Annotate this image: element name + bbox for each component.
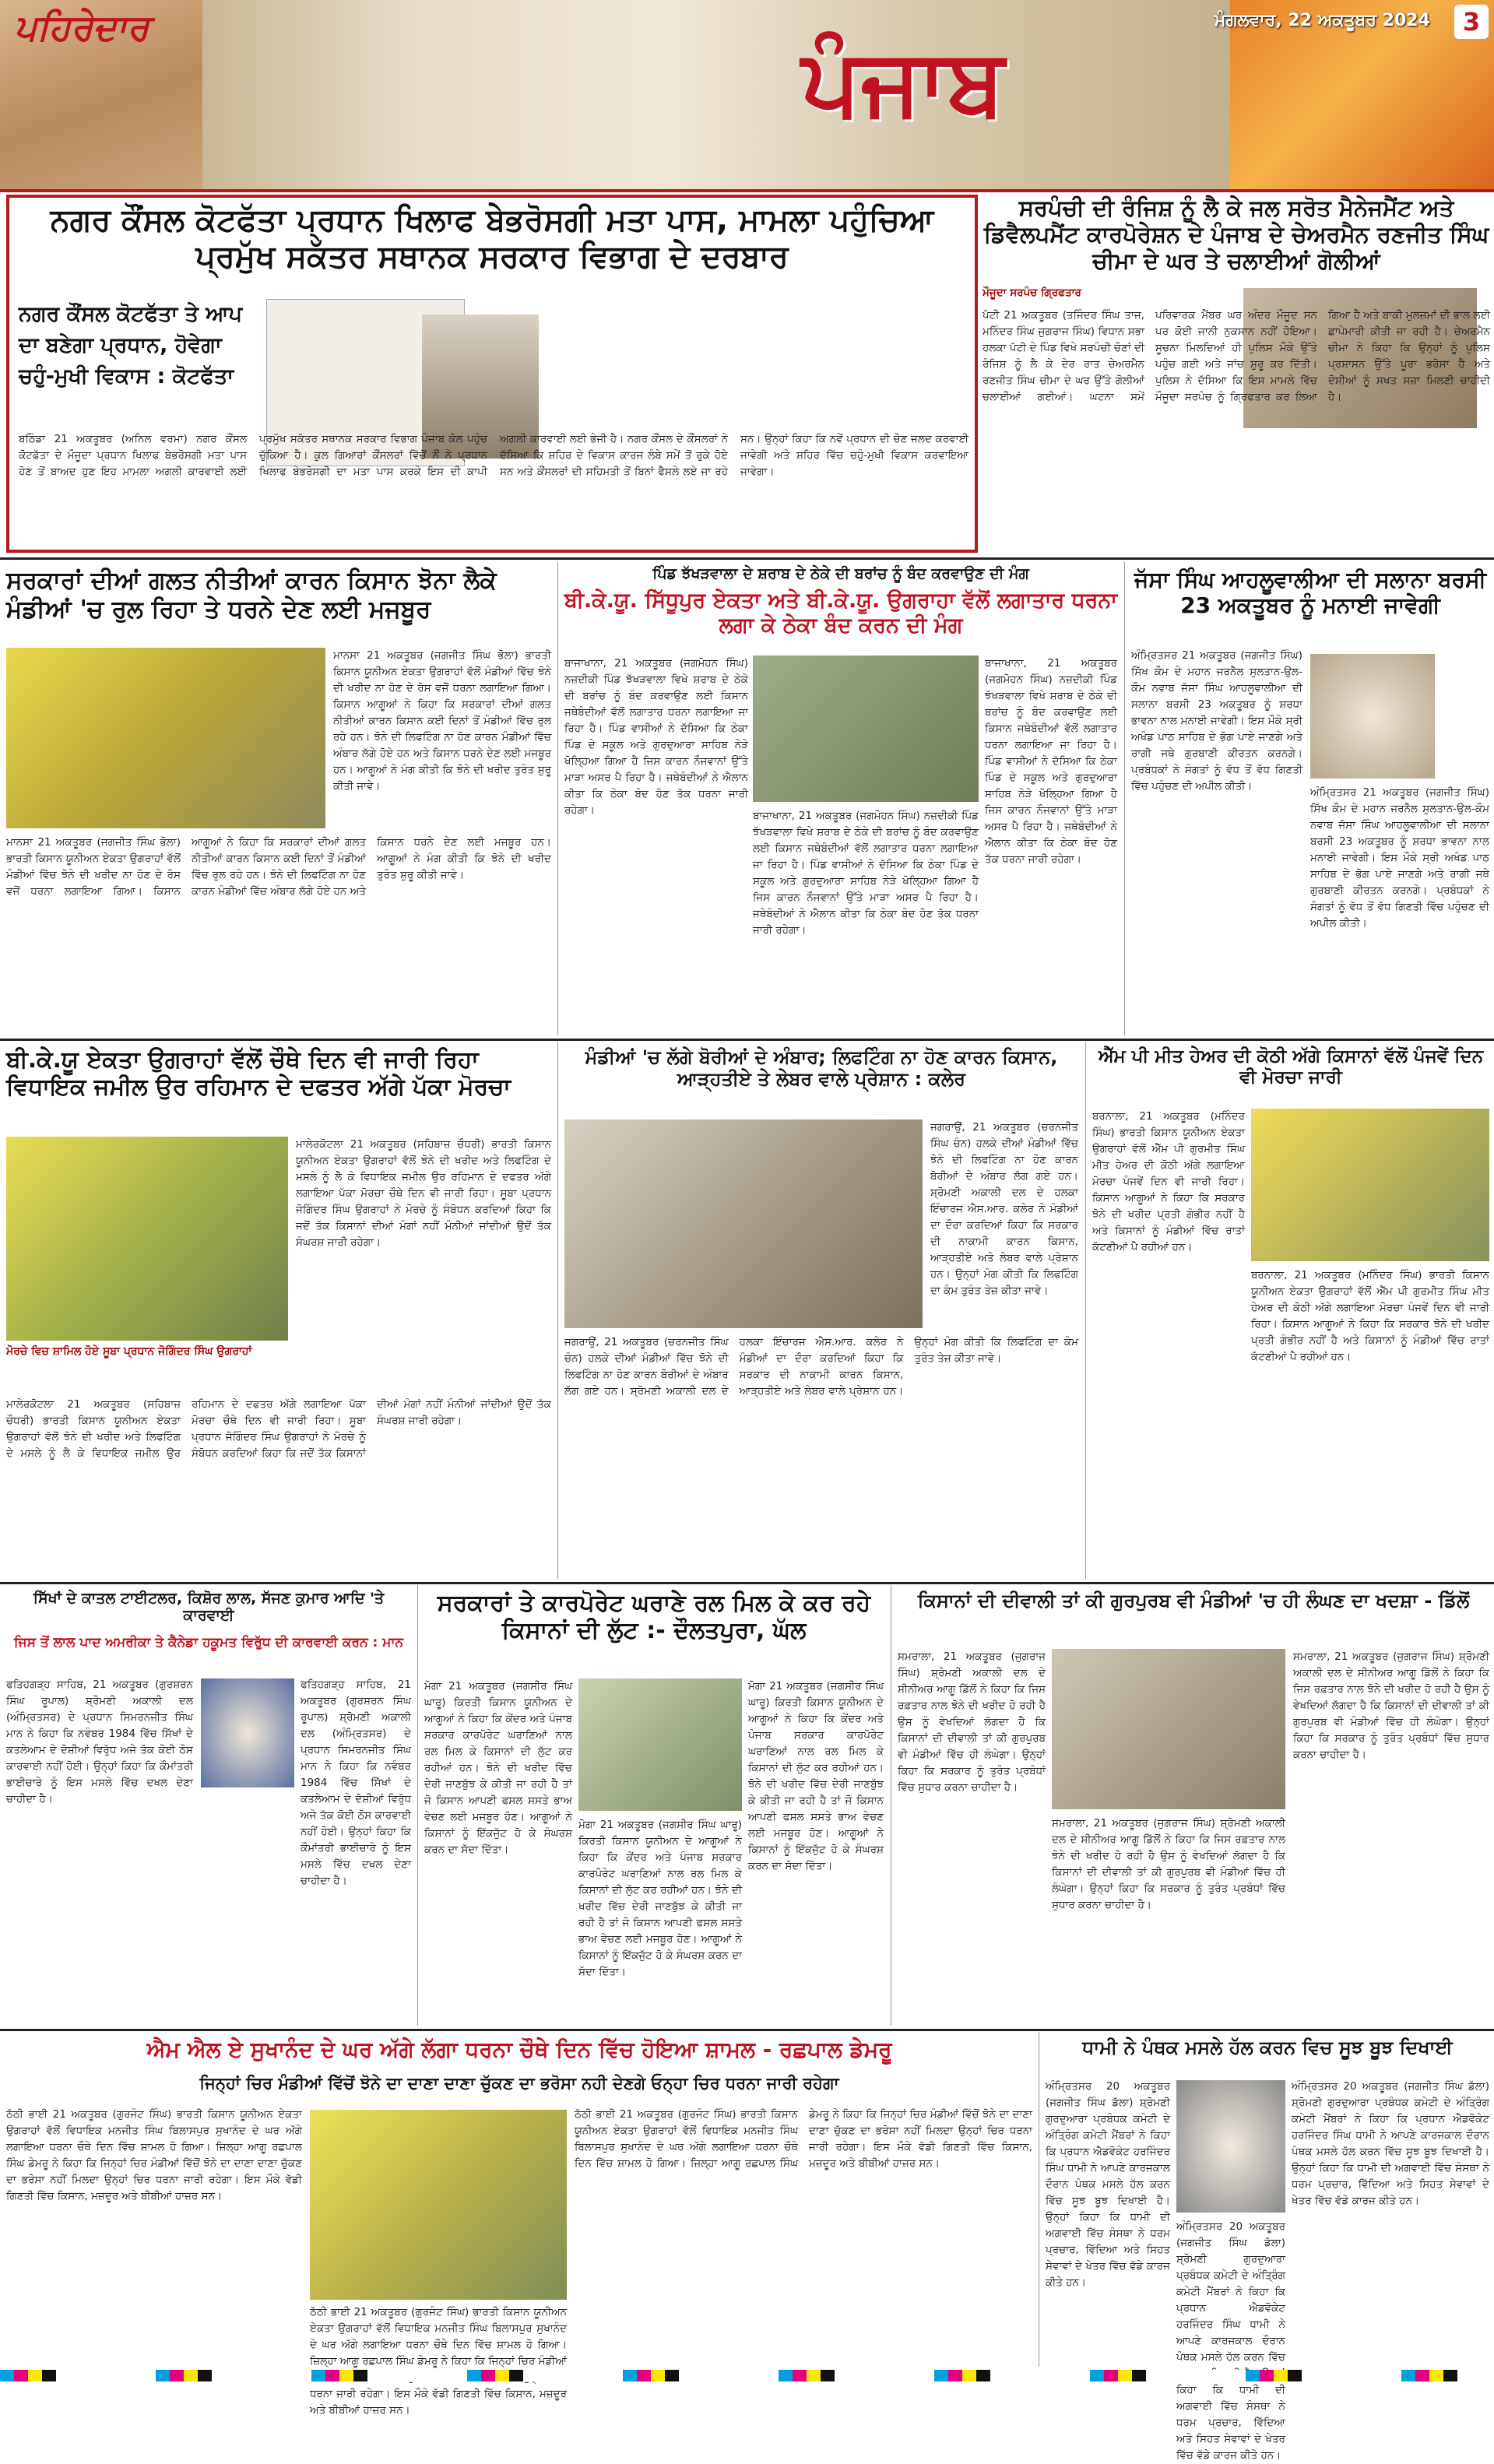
article-jhakharwala xyxy=(557,562,1118,1035)
subhead: ਜਿਸ ਤੋਂ ਲਾਲ ਪਾਦ ਅਮਰੀਕਾ ਤੇ ਕੈਨੇਡਾ ਹਕੂਮਤ ਵਿਰੁੱਧ ਦੀ ਕਾਰਵਾਈ ਕਰਨ : ਮਾਨ xyxy=(14,1635,403,1650)
headline: ਕਿਸਾਨਾਂ ਦੀ ਦੀਵਾਲੀ ਤਾਂ ਕੀ ਗੁਰਪੁਰਬ ਵੀ ਮੰਡੀਆਂ 'ਚ ਹੀ ਲੰਘਣ ਦਾ ਖਦਸ਼ਾ - ਡਿੱਲੋਂ xyxy=(917,1590,1470,1612)
article-body: ਮੋਗਾ 21 ਅਕਤੂਬਰ (ਜਗਸੀਰ ਸਿੰਘ ਘਾਰੂ) ਕਿਰਤੀ ਕਿਸਾਨ ਯੂਨੀਅਨ ਦੇ ਆਗੂਆਂ ਨੇ ਕਿਹਾ ਕਿ ਕੇਂਦਰ ਅਤੇ ਪੰਜਾਬ ਸਰਕਾਰ ਕਾਰਪੋਰੇਟ ਘਰਾਣਿਆਂ ਨਾਲ ਰਲ ਮਿਲ ਕੇ ਕਿਸਾਨਾਂ ਦੀ ਲੁੱਟ ਕਰ ਰਹੀਆਂ ਹਨ। ਝੋਨੇ ਦੀ ਖਰੀਦ ਵਿੱਚ ਦੇਰੀ ਜਾਣਬੁੱਝ ਕੇ ਕੀਤੀ ਜਾ ਰਹੀ ਹੈ ਤਾਂ ਜੋ ਕਿਸਾਨ ਆਪਣੀ ਫਸਲ ਸਸਤੇ ਭਾਅ ਵੇਚਣ ਲਈ ਮਜਬੂਰ ਹੋਣ। ਆਗੂਆਂ ਨੇ ਕਿਸਾਨਾਂ ਨੂੰ ਇੱਕਜੁੱਟ ਹੋ ਕੇ ਸੰਘਰਸ਼ ਕਰਨ ਦਾ ਸੱਦਾ ਦਿੱਤਾ। xyxy=(424,1680,572,1856)
masthead xyxy=(0,0,1494,189)
headline: ਸਰਕਾਰਾਂ ਦੀਆਂ ਗਲਤ ਨੀਤੀਆਂ ਕਾਰਨ ਕਿਸਾਨ ਝੋਨਾ ਲੈਕੇ ਮੰਡੀਆਂ 'ਚ ਰੁਲ ਰਿਹਾ ਤੇ ਧਰਨੇ ਦੇਣ ਲਈ ਮਜਬੂਰ xyxy=(6,567,497,624)
article-body-right: ਬਾਜਾਖਾਨਾ, 21 ਅਕਤੂਬਰ (ਜਗਮੋਹਨ ਸਿੰਘ) ਨਜ਼ਦੀਕੀ ਪਿੰਡ ਝੱਖੜਵਾਲਾ ਵਿਖੇ ਸ਼ਰਾਬ ਦੇ ਠੇਕੇ ਦੀ ਬਰਾਂਚ ਨੂੰ ਬੰਦ ਕਰਵਾਉਣ ਲਈ ਕਿਸਾਨ ਜਥੇਬੰਦੀਆਂ ਵੱਲੋਂ ਲਗਾਤਾਰ ਧਰਨਾ ਲਗਾਇਆ ਜਾ ਰਿਹਾ ਹੈ। ਪਿੰਡ ਵਾਸੀਆਂ ਨੇ ਦੱਸਿਆ ਕਿ ਠੇਕਾ ਪਿੰਡ ਦੇ ਸਕੂਲ ਅਤੇ ਗੁਰਦੁਆਰਾ ਸਾਹਿਬ ਨੇੜੇ ਖੋਲ੍ਹਿਆ ਗਿਆ ਹੈ ਜਿਸ ਕਾਰਨ ਨੌਜਵਾਨਾਂ ਉੱਤੇ ਮਾੜਾ ਅਸਰ ਪੈ ਰਿਹਾ ਹੈ। ਜਥੇਬੰਦੀਆਂ ਨੇ ਐਲਾਨ ਕੀਤਾ ਕਿ ਠੇਕਾ ਬੰਦ ਹੋਣ ਤੱਕ ਧਰਨਾ ਜਾਰੀ ਰਹੇਗਾ। xyxy=(985,657,1117,866)
mandi-visit-photo xyxy=(1052,1649,1285,1809)
headline: ਐਮ ਐਲ ਏ ਸੁਖਾਨੰਦ ਦੇ ਘਰ ਅੱਗੇ ਲੱਗਾ ਧਰਨਾ ਚੌਥੇ ਦਿਨ ਵਿੱਚ ਹੋਇਆ ਸ਼ਾਮਲ - ਰਛਪਾਲ ਡੇਮਰੂ xyxy=(146,2037,892,2062)
article-body-side: ਮਾਲੇਰਕੋਟਲਾ 21 ਅਕਤੂਬਰ (ਸਹਿਬਾਜ਼ ਚੌਧਰੀ) ਭਾਰਤੀ ਕਿਸਾਨ ਯੂਨੀਅਨ ਏਕਤਾ ਉਗਰਾਹਾਂ ਵੱਲੋਂ ਝੋਨੇ ਦੀ ਖਰੀਦ ਅਤੇ ਲਿਫਟਿੰਗ ਦੇ ਮਸਲੇ ਨੂੰ ਲੈ ਕੇ ਵਿਧਾਇਕ ਜਮੀਲ ਉਰ ਰਹਿਮਾਨ ਦੇ ਦਫਤਰ ਅੱਗੇ ਲਗਾਇਆ ਪੱਕਾ ਮੋਰਚਾ ਚੌਥੇ ਦਿਨ ਵੀ ਜਾਰੀ ਰਿਹਾ। ਸੂਬਾ ਪ੍ਰਧਾਨ ਜੋਗਿੰਦਰ ਸਿੰਘ ਉਗਰਾਹਾਂ ਨੇ ਮੋਰਚੇ ਨੂੰ ਸੰਬੋਧਨ ਕਰਦਿਆਂ ਕਿਹਾ ਕਿ ਜਦੋਂ ਤੱਕ ਕਿਸਾਨਾਂ ਦੀਆਂ ਮੰਗਾਂ ਨਹੀਂ ਮੰਨੀਆਂ ਜਾਂਦੀਆਂ ਉਦੋਂ ਤੱਕ ਸੰਘਰਸ਼ ਜਾਰੀ ਰਹੇਗਾ। xyxy=(296,1138,551,1249)
article-lifting-kaler xyxy=(557,1042,1079,1579)
article-body: ਠੱਠੀ ਭਾਈ 21 ਅਕਤੂਬਰ (ਗੁਰਜੰਟ ਸਿੰਘ) ਭਾਰਤੀ ਕਿਸਾਨ ਯੂਨੀਅਨ ਏਕਤਾ ਉਗਰਾਹਾਂ ਵੱਲੋਂ ਵਿਧਾਇਕ ਮਨਜੀਤ ਸਿੰਘ ਬਿਲਾਸਪੁਰ ਸੁਖਾਨੰਦ ਦੇ ਘਰ ਅੱਗੇ ਲਗਾਇਆ ਧਰਨਾ ਚੌਥੇ ਦਿਨ ਵਿੱਚ ਸ਼ਾਮਲ ਹੋ ਗਿਆ। ਜ਼ਿਲ੍ਹਾ ਆਗੂ ਰਛਪਾਲ ਸਿੰਘ ਡੇਮਰੂ ਨੇ ਕਿਹਾ ਕਿ ਜਿਨ੍ਹਾਂ ਚਿਰ ਮੰਡੀਆਂ ਵਿੱਚੋਂ ਝੋਨੇ ਦਾ ਦਾਣਾ ਦਾਣਾ ਚੁੱਕਣ ਦਾ ਭਰੋਸਾ ਨਹੀਂ ਮਿਲਦਾ ਉਨ੍ਹਾਂ ਚਿਰ ਧਰਨਾ ਜਾਰੀ ਰਹੇਗਾ। ਇਸ ਮੌਕੇ ਵੱਡੀ ਗਿਣਤੀ ਵਿੱਚ ਕਿਸਾਨ, ਮਜ਼ਦੂਰ ਅਤੇ ਬੀਬੀਆਂ ਹਾਜ਼ਰ ਸਨ। xyxy=(6,2108,302,2202)
article-body: ਅੰਮ੍ਰਿਤਸਰ 20 ਅਕਤੂਬਰ (ਜਗਜੀਤ ਸਿੰਘ ਡੱਲਾ) ਸ਼੍ਰੋਮਣੀ ਗੁਰਦੁਆਰਾ ਪ੍ਰਬੰਧਕ ਕਮੇਟੀ ਦੇ ਅੰਤ੍ਰਿੰਗ ਕਮੇਟੀ ਮੈਂਬਰਾਂ ਨੇ ਕਿਹਾ ਕਿ ਪ੍ਰਧਾਨ ਐਡਵੋਕੇਟ ਹਰਜਿੰਦਰ ਸਿੰਘ ਧਾਮੀ ਨੇ ਆਪਣੇ ਕਾਰਜਕਾਲ ਦੌਰਾਨ ਪੰਥਕ ਮਸਲੇ ਹੱਲ ਕਰਨ ਵਿੱਚ ਸੂਝ ਬੂਝ ਦਿਖਾਈ ਹੈ। ਉਨ੍ਹਾਂ ਕਿਹਾ ਕਿ ਧਾਮੀ ਦੀ ਅਗਵਾਈ ਵਿੱਚ ਸੰਸਥਾ ਨੇ ਧਰਮ ਪ੍ਰਚਾਰ, ਵਿੱਦਿਆ ਅਤੇ ਸਿਹਤ ਸੇਵਾਵਾਂ ਦੇ ਖੇਤਰ ਵਿੱਚ ਵੱਡੇ ਕਾਰਜ ਕੀਤੇ ਹਨ। xyxy=(1046,2080,1170,2289)
subhead: ਨਗਰ ਕੌਂਸਲ ਕੋਟਫੱਤਾ ਤੇ ਆਪ ਦਾ ਬਣੇਗਾ ਪ੍ਰਧਾਨ, ਹੋਵੇਗਾ ਚਹੁੰ-ਮੁਖੀ ਵਿਕਾਸ : ਕੋਟਫੱਤਾ xyxy=(19,302,243,388)
article-body-lower: ਠੱਠੀ ਭਾਈ 21 ਅਕਤੂਬਰ (ਗੁਰਜੰਟ ਸਿੰਘ) ਭਾਰਤੀ ਕਿਸਾਨ ਯੂਨੀਅਨ ਏਕਤਾ ਉਗਰਾਹਾਂ ਵੱਲੋਂ ਵਿਧਾਇਕ ਮਨਜੀਤ ਸਿੰਘ ਬਿਲਾਸਪੁਰ ਸੁਖਾਨੰਦ ਦੇ ਘਰ ਅੱਗੇ ਲਗਾਇਆ ਧਰਨਾ ਚੌਥੇ ਦਿਨ ਵਿੱਚ ਸ਼ਾਮਲ ਹੋ ਗਿਆ। ਜ਼ਿਲ੍ਹਾ ਆਗੂ ਰਛਪਾਲ ਸਿੰਘ ਡੇਮਰੂ ਨੇ ਕਿਹਾ ਕਿ ਜਿਨ੍ਹਾਂ ਚਿਰ ਮੰਡੀਆਂ ਧਰਨਾ ਜਾਰੀ ਰਹੇਗਾ। ਇਸ ਮੌਕੇ ਵੱਡੀ ਗਿਣਤੀ ਵਿੱਚ ਕਿਸਾਨ, ਮਜ਼ਦੂਰ ਅਤੇ ਬੀਬੀਆਂ ਹਾਜ਼ਰ ਸਨ। xyxy=(310,2306,567,2417)
article-ugrahan-morcha xyxy=(6,1042,551,1579)
article-jassa-singh xyxy=(1124,562,1490,1035)
headline: ਨਗਰ ਕੌਂਸਲ ਕੋਟਫੱਤਾ ਪ੍ਰਧਾਨ ਖਿਲਾਫ ਬੇਭਰੋਸਗੀ ਮਤਾ ਪਾਸ, ਮਾਮਲਾ ਪਹੁੰਚਿਆ ਪ੍ਰਮੁੱਖ ਸਕੱਤਰ ਸਥਾਨਕ ਸਰਕਾਰ ਵਿਭਾਗ ਦੇ ਦਰਬਾਰ xyxy=(50,202,934,276)
issue-date: ਮੰਗਲਵਾਰ, 22 ਅਕਤੂਬਰ 2024 xyxy=(1215,11,1430,30)
mandi-photo xyxy=(564,1120,923,1328)
page-number: 3 xyxy=(1454,5,1489,39)
article-body-right: ਫਤਿਹਗੜ੍ਹ ਸਾਹਿਬ, 21 ਅਕਤੂਬਰ (ਗੁਰਸ਼ਰਨ ਸਿੰਘ ਰੂਪਾਲ) ਸ਼੍ਰੋਮਣੀ ਅਕਾਲੀ ਦਲ (ਅੰਮ੍ਰਿਤਸਰ) ਦੇ ਪ੍ਰਧਾਨ ਸਿਮਰਨਜੀਤ ਸਿੰਘ ਮਾਨ ਨੇ ਕਿਹਾ ਕਿ ਨਵੰਬਰ 1984 ਵਿੱਚ ਸਿੱਖਾਂ ਦੇ ਕਤਲੇਆਮ ਦੇ ਦੋਸ਼ੀਆਂ ਵਿਰੁੱਧ ਅਜੇ ਤੱਕ ਕੋਈ ਠੋਸ ਕਾਰਵਾਈ ਨਹੀਂ ਹੋਈ। ਉਨ੍ਹਾਂ ਕਿਹਾ ਕਿ ਕੌਮਾਂਤਰੀ ਭਾਈਚਾਰੇ ਨੂੰ ਇਸ ਮਸਲੇ ਵਿੱਚ ਦਖਲ ਦੇਣਾ ਚਾਹੀਦਾ ਹੈ। xyxy=(301,1678,411,1887)
article-kotfatta xyxy=(6,195,978,553)
row-divider-3 xyxy=(0,1582,1494,1584)
article-body-right: ਬਰਨਾਲਾ, 21 ਅਕਤੂਬਰ (ਮਨਿੰਦਰ ਸਿੰਘ) ਭਾਰਤੀ ਕਿਸਾਨ ਯੂਨੀਅਨ ਏਕਤਾ ਉਗਰਾਹਾਂ ਵੱਲੋਂ ਐੱਮ ਪੀ ਗੁਰਮੀਤ ਸਿੰਘ ਮੀਤ ਹੇਅਰ ਦੀ ਕੋਠੀ ਅੱਗੇ ਲਗਾਇਆ ਮੋਰਚਾ ਪੰਜਵੇਂ ਦਿਨ ਵੀ ਜਾਰੀ ਰਿਹਾ। ਕਿਸਾਨ ਆਗੂਆਂ ਨੇ ਕਿਹਾ ਕਿ ਸਰਕਾਰ ਝੋਨੇ ਦੀ ਖਰੀਦ ਪ੍ਰਤੀ ਗੰਭੀਰ ਨਹੀਂ ਹੈ ਅਤੇ ਕਿਸਾਨਾਂ ਨੂੰ ਮੰਡੀਆਂ ਵਿੱਚ ਰਾਤਾਂ ਕੱਟਣੀਆਂ ਪੈ ਰਹੀਆਂ ਹਨ। xyxy=(1251,1269,1489,1363)
headline: ਸਰਕਾਰਾਂ ਤੇ ਕਾਰਪੋਰੇਟ ਘਰਾਣੇ ਰਲ ਮਿਲ ਕੇ ਕਰ ਰਹੇ ਕਿਸਾਨਾਂ ਦੀ ਲੁੱਟ :- ਦੌਲਤਪੁਰਾ, ਘੱਲ xyxy=(437,1590,871,1645)
article-dhillon xyxy=(891,1585,1490,2026)
article-body: ਬਰਨਾਲਾ, 21 ਅਕਤੂਬਰ (ਮਨਿੰਦਰ ਸਿੰਘ) ਭਾਰਤੀ ਕਿਸਾਨ ਯੂਨੀਅਨ ਏਕਤਾ ਉਗਰਾਹਾਂ ਵੱਲੋਂ ਐੱਮ ਪੀ ਗੁਰਮੀਤ ਸਿੰਘ ਮੀਤ ਹੇਅਰ ਦੀ ਕੋਠੀ ਅੱਗੇ ਲਗਾਇਆ ਮੋਰਚਾ ਪੰਜਵੇਂ ਦਿਨ ਵੀ ਜਾਰੀ ਰਿਹਾ। ਕਿਸਾਨ ਆਗੂਆਂ ਨੇ ਕਿਹਾ ਕਿ ਸਰਕਾਰ ਝੋਨੇ ਦੀ ਖਰੀਦ ਪ੍ਰਤੀ ਗੰਭੀਰ ਨਹੀਂ ਹੈ ਅਤੇ ਕਿਸਾਨਾਂ ਨੂੰ ਮੰਡੀਆਂ ਵਿੱਚ ਰਾਤਾਂ ਕੱਟਣੀਆਂ ਪੈ ਰਹੀਆਂ ਹਨ। xyxy=(1092,1110,1245,1253)
headline: ਬੀ.ਕੇ.ਯੂ ਏਕਤਾ ਉਗਰਾਹਾਂ ਵੱਲੋਂ ਚੌਥੇ ਦਿਨ ਵੀ ਜਾਰੀ ਰਿਹਾ ਵਿਧਾਇਕ ਜਮੀਲ ਉਰ ਰਹਿਮਾਨ ਦੇ ਦਫਤਰ ਅੱਗੇ ਪੱਕਾ ਮੋਰਚਾ xyxy=(6,1046,511,1102)
headline: ਮੰਡੀਆਂ 'ਚ ਲੱਗੇ ਬੋਰੀਆਂ ਦੇ ਅੰਬਾਰ; ਲਿਫਟਿੰਗ ਨਾ ਹੋਣ ਕਾਰਨ ਕਿਸਾਨ, ਆੜ੍ਹਤੀਏ ਤੇ ਲੇਬਰ ਵਾਲੇ ਪ੍ਰੇਸ਼ਾਨ : ਕਲੇਰ xyxy=(585,1046,1058,1091)
row-divider-1 xyxy=(0,557,1494,560)
article-daulatpura xyxy=(417,1585,884,2026)
article-body: ਪੱਟੀ 21 ਅਕਤੂਬਰ (ਤਜਿੰਦਰ ਸਿੰਘ ਤਾਜ, ਮਨਿੰਦਰ ਸਿੰਘ ਜੁਗਰਾਜ ਸਿੰਘ) ਵਿਧਾਨ ਸਭਾ ਹਲਕਾ ਪੱਟੀ ਦੇ ਪਿੰਡ ਵਿਖੇ ਸਰਪੰਚੀ ਚੋਣਾਂ ਦੀ ਰੰਜਿਸ਼ ਨੂੰ ਲੈ ਕੇ ਦੇਰ ਰਾਤ ਚੇਅਰਮੈਨ ਰਣਜੀਤ ਸਿੰਘ ਚੀਮਾ ਦੇ ਘਰ ਉੱਤੇ ਗੋਲੀਆਂ ਚਲਾਈਆਂ ਗਈਆਂ। ਘਟਨਾ ਸਮੇਂ ਪਰਿਵਾਰਕ ਮੈਂਬਰ ਘਰ ਅੰਦਰ ਮੌਜੂਦ ਸਨ ਪਰ ਕੋਈ ਜਾਨੀ ਨੁਕਸਾਨ ਨਹੀਂ ਹੋਇਆ। ਸੂਚਨਾ ਮਿਲਦਿਆਂ ਹੀ ਪੁਲਿਸ ਮੌਕੇ ਉੱਤੇ ਪਹੁੰਚ ਗਈ ਅਤੇ ਜਾਂਚ ਸ਼ੁਰੂ ਕਰ ਦਿੱਤੀ। ਪੁਲਿਸ ਨੇ ਦੱਸਿਆ ਕਿ ਇਸ ਮਾਮਲੇ ਵਿੱਚ ਮੌਜੂਦਾ ਸਰਪੰਚ ਨੂੰ ਗ੍ਰਿਫਤਾਰ ਕਰ ਲਿਆ ਗਿਆ ਹੈ ਅਤੇ ਬਾਕੀ ਮੁਲਜ਼ਮਾਂ ਦੀ ਭਾਲ ਲਈ ਛਾਪੇਮਾਰੀ ਕੀਤੀ ਜਾ ਰਹੀ ਹੈ। ਚੇਅਰਮੈਨ ਚੀਮਾ ਨੇ ਕਿਹਾ ਕਿ ਉਨ੍ਹਾਂ ਨੂੰ ਪੁਲਿਸ ਪ੍ਰਸ਼ਾਸਨ ਉੱਤੇ ਪੂਰਾ ਭਰੋਸਾ ਹੈ ਅਤੇ ਦੋਸ਼ੀਆਂ ਨੂੰ ਸਖਤ ਸਜ਼ਾ ਮਿਲਣੀ ਚਾਹੀਦੀ ਹੈ। xyxy=(983,309,1490,403)
meeting-photo xyxy=(578,1678,742,1811)
kicker: ਮੌਜੂਦਾ ਸਰਪੰਚ ਗ੍ਰਿਫਤਾਰ xyxy=(983,286,1081,299)
header-rule xyxy=(0,189,1494,192)
row-divider-4 xyxy=(0,2029,1494,2031)
headline: ਐੱਮ ਪੀ ਮੀਤ ਹੇਅਰ ਦੀ ਕੋਠੀ ਅੱਗੇ ਕਿਸਾਨਾਂ ਵੱਲੋਂ ਪੰਜਵੇਂ ਦਿਨ ਵੀ ਮੋਰਚਾ ਜਾਰੀ xyxy=(1098,1046,1484,1088)
protest-photo xyxy=(1251,1109,1489,1261)
row-divider-2 xyxy=(0,1039,1494,1041)
article-meet-hayer xyxy=(1085,1042,1490,1579)
section-title: ਪੰਜਾਬ xyxy=(801,28,1005,135)
article-body: ਮਾਲੇਰਕੋਟਲਾ 21 ਅਕਤੂਬਰ (ਸਹਿਬਾਜ਼ ਚੌਧਰੀ) ਭਾਰਤੀ ਕਿਸਾਨ ਯੂਨੀਅਨ ਏਕਤਾ ਉਗਰਾਹਾਂ ਵੱਲੋਂ ਝੋਨੇ ਦੀ ਖਰੀਦ ਅਤੇ ਲਿਫਟਿੰਗ ਦੇ ਮਸਲੇ ਨੂੰ ਲੈ ਕੇ ਵਿਧਾਇਕ ਜਮੀਲ ਉਰ ਰਹਿਮਾਨ ਦੇ ਦਫਤਰ ਅੱਗੇ ਲਗਾਇਆ ਪੱਕਾ ਮੋਰਚਾ ਚੌਥੇ ਦਿਨ ਵੀ ਜਾਰੀ ਰਿਹਾ। ਸੂਬਾ ਪ੍ਰਧਾਨ ਜੋਗਿੰਦਰ ਸਿੰਘ ਉਗਰਾਹਾਂ ਨੇ ਮੋਰਚੇ ਨੂੰ ਸੰਬੋਧਨ ਕਰਦਿਆਂ ਕਿਹਾ ਕਿ ਜਦੋਂ ਤੱਕ ਕਿਸਾਨਾਂ ਦੀਆਂ ਮੰਗਾਂ ਨਹੀਂ ਮੰਨੀਆਂ ਜਾਂਦੀਆਂ ਉਦੋਂ ਤੱਕ ਸੰਘਰਸ਼ ਜਾਰੀ ਰਹੇਗਾ। xyxy=(6,1398,551,1460)
article-chima-firing xyxy=(983,195,1490,553)
article-body-right: ਅੰਮ੍ਰਿਤਸਰ 20 ਅਕਤੂਬਰ (ਜਗਜੀਤ ਸਿੰਘ ਡੱਲਾ) ਸ਼੍ਰੋਮਣੀ ਗੁਰਦੁਆਰਾ ਪ੍ਰਬੰਧਕ ਕਮੇਟੀ ਦੇ ਅੰਤ੍ਰਿੰਗ ਕਮੇਟੀ ਮੈਂਬਰਾਂ ਨੇ ਕਿਹਾ ਕਿ ਪ੍ਰਧਾਨ ਐਡਵੋਕੇਟ ਹਰਜਿੰਦਰ ਸਿੰਘ ਧਾਮੀ ਨੇ ਆਪਣੇ ਕਾਰਜਕਾਲ ਦੌਰਾਨ ਪੰਥਕ ਮਸਲੇ ਹੱਲ ਕਰਨ ਵਿੱਚ ਸੂਝ ਬੂਝ ਦਿਖਾਈ ਹੈ। ਉਨ੍ਹਾਂ ਕਿਹਾ ਕਿ ਧਾਮੀ ਦੀ ਅਗਵਾਈ ਵਿੱਚ ਸੰਸਥਾ ਨੇ ਧਰਮ ਪ੍ਰਚਾਰ, ਵਿੱਦਿਆ ਅਤੇ ਸਿਹਤ ਸੇਵਾਵਾਂ ਦੇ ਖੇਤਰ ਵਿੱਚ ਵੱਡੇ ਕਾਰਜ ਕੀਤੇ ਹਨ। xyxy=(1292,2080,1489,2207)
article-body-side: ਮਾਨਸਾ 21 ਅਕਤੂਬਰ (ਜਗਜੀਤ ਸਿੰਘ ਭੋਲਾ) ਭਾਰਤੀ ਕਿਸਾਨ ਯੂਨੀਅਨ ਏਕਤਾ ਉਗਰਾਹਾਂ ਵੱਲੋਂ ਮੰਡੀਆਂ ਵਿੱਚ ਝੋਨੇ ਦੀ ਖਰੀਦ ਨਾ ਹੋਣ ਦੇ ਰੋਸ ਵਜੋਂ ਧਰਨਾ ਲਗਾਇਆ ਗਿਆ। ਕਿਸਾਨ ਆਗੂਆਂ ਨੇ ਕਿਹਾ ਕਿ ਸਰਕਾਰਾਂ ਦੀਆਂ ਗਲਤ ਨੀਤੀਆਂ ਕਾਰਨ ਕਿਸਾਨ ਕਈ ਦਿਨਾਂ ਤੋਂ ਮੰਡੀਆਂ ਵਿੱਚ ਰੁਲ ਰਹੇ ਹਨ। ਝੋਨੇ ਦੀ ਲਿਫਟਿੰਗ ਨਾ ਹੋਣ ਕਾਰਨ ਮੰਡੀਆਂ ਵਿੱਚ ਅੰਬਾਰ ਲੱਗੇ ਹੋਏ ਹਨ ਅਤੇ ਕਿਸਾਨ ਧਰਨੇ ਦੇਣ ਲਈ ਮਜਬੂਰ ਹਨ। ਆਗੂਆਂ ਨੇ ਮੰਗ ਕੀਤੀ ਕਿ ਝੋਨੇ ਦੀ ਖਰੀਦ ਤੁਰੰਤ ਸ਼ੁਰੂ ਕੀਤੀ ਜਾਵੇ। xyxy=(333,649,551,793)
article-mann xyxy=(6,1585,411,2026)
article-body-right: ਸਮਰਾਲਾ, 21 ਅਕਤੂਬਰ (ਜੁਗਰਾਜ ਸਿੰਘ) ਸ਼੍ਰੋਮਣੀ ਅਕਾਲੀ ਦਲ ਦੇ ਸੀਨੀਅਰ ਆਗੂ ਡਿੱਲੋਂ ਨੇ ਕਿਹਾ ਕਿ ਜਿਸ ਰਫ਼ਤਾਰ ਨਾਲ ਝੋਨੇ ਦੀ ਖਰੀਦ ਹੋ ਰਹੀ ਹੈ ਉਸ ਨੂੰ ਵੇਖਦਿਆਂ ਲੱਗਦਾ ਹੈ ਕਿ ਕਿਸਾਨਾਂ ਦੀ ਦੀਵਾਲੀ ਤਾਂ ਕੀ ਗੁਰਪੁਰਬ ਵੀ ਮੰਡੀਆਂ ਵਿੱਚ ਹੀ ਲੰਘੇਗਾ। ਉਨ੍ਹਾਂ ਕਿਹਾ ਕਿ ਸਰਕਾਰ ਨੂੰ ਤੁਰੰਤ ਪ੍ਰਬੰਧਾਂ ਵਿੱਚ ਸੁਧਾਰ ਕਰਨਾ ਚਾਹੀਦਾ ਹੈ। xyxy=(1293,1650,1489,1761)
article-body: ਸਮਰਾਲਾ, 21 ਅਕਤੂਬਰ (ਜੁਗਰਾਜ ਸਿੰਘ) ਸ਼੍ਰੋਮਣੀ ਅਕਾਲੀ ਦਲ ਦੇ ਸੀਨੀਅਰ ਆਗੂ ਡਿੱਲੋਂ ਨੇ ਕਿਹਾ ਕਿ ਜਿਸ ਰਫ਼ਤਾਰ ਨਾਲ ਝੋਨੇ ਦੀ ਖਰੀਦ ਹੋ ਰਹੀ ਹੈ ਉਸ ਨੂੰ ਵੇਖਦਿਆਂ ਲੱਗਦਾ ਹੈ ਕਿ ਕਿਸਾਨਾਂ ਦੀ ਦੀਵਾਲੀ ਤਾਂ ਕੀ ਗੁਰਪੁਰਬ ਵੀ ਮੰਡੀਆਂ ਵਿੱਚ ਹੀ ਲੰਘੇਗਾ। ਉਨ੍ਹਾਂ ਕਿਹਾ ਕਿ ਸਰਕਾਰ ਨੂੰ ਤੁਰੰਤ ਪ੍ਰਬੰਧਾਂ ਵਿੱਚ ਸੁਧਾਰ ਕਰਨਾ ਚਾਹੀਦਾ ਹੈ। xyxy=(898,1650,1046,1794)
article-body: ਮਾਨਸਾ 21 ਅਕਤੂਬਰ (ਜਗਜੀਤ ਸਿੰਘ ਭੋਲਾ) ਭਾਰਤੀ ਕਿਸਾਨ ਯੂਨੀਅਨ ਏਕਤਾ ਉਗਰਾਹਾਂ ਵੱਲੋਂ ਮੰਡੀਆਂ ਵਿੱਚ ਝੋਨੇ ਦੀ ਖਰੀਦ ਨਾ ਹੋਣ ਦੇ ਰੋਸ ਵਜੋਂ ਧਰਨਾ ਲਗਾਇਆ ਗਿਆ। ਕਿਸਾਨ ਆਗੂਆਂ ਨੇ ਕਿਹਾ ਕਿ ਸਰਕਾਰਾਂ ਦੀਆਂ ਗਲਤ ਨੀਤੀਆਂ ਕਾਰਨ ਕਿਸਾਨ ਕਈ ਦਿਨਾਂ ਤੋਂ ਮੰਡੀਆਂ ਵਿੱਚ ਰੁਲ ਰਹੇ ਹਨ। ਝੋਨੇ ਦੀ ਲਿਫਟਿੰਗ ਨਾ ਹੋਣ ਕਾਰਨ ਮੰਡੀਆਂ ਵਿੱਚ ਅੰਬਾਰ ਲੱਗੇ ਹੋਏ ਹਨ ਅਤੇ ਕਿਸਾਨ ਧਰਨੇ ਦੇਣ ਲਈ ਮਜਬੂਰ ਹਨ। ਆਗੂਆਂ ਨੇ ਮੰਗ ਕੀਤੀ ਕਿ ਝੋਨੇ ਦੀ ਖਰੀਦ ਤੁਰੰਤ ਸ਼ੁਰੂ ਕੀਤੀ ਜਾਵੇ। xyxy=(6,836,551,898)
headline: ਬੀ.ਕੇ.ਯੂ. ਸਿੱਧੂਪੁਰ ਏਕਤਾ ਅਤੇ ਬੀ.ਕੇ.ਯੂ. ਉਗਰਾਹਾ ਵੱਲੋਂ ਲਗਾਤਾਰ ਧਰਨਾ ਲਗਾ ਕੇ ਠੇਕਾ ਬੰਦ ਕਰਨ ਦੀ ਮੰਗ xyxy=(564,589,1117,638)
article-farmers-mandi xyxy=(6,562,551,1035)
jassa-singh-portrait xyxy=(1310,654,1435,779)
headline: ਧਾਮੀ ਨੇ ਪੰਥਕ ਮਸਲੇ ਹੱਲ ਕਰਨ ਵਿਚ ਸੂਝ ਬੂਝ ਦਿਖਾਈ xyxy=(1082,2037,1453,2058)
brand-name: ਪਹਿਰੇਦਾਰ xyxy=(14,6,149,48)
article-body: ਜਗਰਾਉਂ, 21 ਅਕਤੂਬਰ (ਚਰਨਜੀਤ ਸਿੰਘ ਚੰਨ) ਹਲਕੇ ਦੀਆਂ ਮੰਡੀਆਂ ਵਿੱਚ ਝੋਨੇ ਦੀ ਲਿਫਟਿੰਗ ਨਾ ਹੋਣ ਕਾਰਨ ਬੋਰੀਆਂ ਦੇ ਅੰਬਾਰ ਲੱਗ ਗਏ ਹਨ। ਸ਼੍ਰੋਮਣੀ ਅਕਾਲੀ ਦਲ ਦੇ ਹਲਕਾ ਇੰਚਾਰਜ ਐਸ.ਆਰ. ਕਲੇਰ ਨੇ ਮੰਡੀਆਂ ਦਾ ਦੌਰਾ ਕਰਦਿਆਂ ਕਿਹਾ ਕਿ ਸਰਕਾਰ ਦੀ ਨਾਕਾਮੀ ਕਾਰਨ ਕਿਸਾਨ, ਆੜ੍ਹਤੀਏ ਅਤੇ ਲੇਬਰ ਵਾਲੇ ਪ੍ਰੇਸ਼ਾਨ ਹਨ। ਉਨ੍ਹਾਂ ਮੰਗ ਕੀਤੀ ਕਿ ਲਿਫਟਿੰਗ ਦਾ ਕੰਮ ਤੁਰੰਤ ਤੇਜ਼ ਕੀਤਾ ਜਾਵੇ। xyxy=(564,1336,1078,1397)
article-body-lower: ਸਮਰਾਲਾ, 21 ਅਕਤੂਬਰ (ਜੁਗਰਾਜ ਸਿੰਘ) ਸ਼੍ਰੋਮਣੀ ਅਕਾਲੀ ਦਲ ਦੇ ਸੀਨੀਅਰ ਆਗੂ ਡਿੱਲੋਂ ਨੇ ਕਿਹਾ ਕਿ ਜਿਸ ਰਫ਼ਤਾਰ ਨਾਲ ਝੋਨੇ ਦੀ ਖਰੀਦ ਹੋ ਰਹੀ ਹੈ ਉਸ ਨੂੰ ਵੇਖਦਿਆਂ ਲੱਗਦਾ ਹੈ ਕਿ ਕਿਸਾਨਾਂ ਦੀ ਦੀਵਾਲੀ ਤਾਂ ਕੀ ਗੁਰਪੁਰਬ ਵੀ ਮੰਡੀਆਂ ਵਿੱਚ ਹੀ ਲੰਘੇਗਾ। ਉਨ੍ਹਾਂ ਕਿਹਾ ਕਿ ਸਰਕਾਰ ਨੂੰ ਤੁਰੰਤ ਪ੍ਰਬੰਧਾਂ ਵਿੱਚ ਸੁਧਾਰ ਕਰਨਾ ਚਾਹੀਦਾ ਹੈ। xyxy=(1052,1817,1285,1911)
article-body-right: ਅੰਮ੍ਰਿਤਸਰ 21 ਅਕਤੂਬਰ (ਜਗਜੀਤ ਸਿੰਘ) ਸਿੱਖ ਕੌਮ ਦੇ ਮਹਾਨ ਜਰਨੈਲ ਸੁਲਤਾਨ-ਉਲ-ਕੌਮ ਨਵਾਬ ਜੱਸਾ ਸਿੰਘ ਆਹਲੂਵਾਲੀਆ ਦੀ ਸਲਾਨਾ ਬਰਸੀ 23 ਅਕਤੂਬਰ ਨੂੰ ਸ਼ਰਧਾ ਭਾਵਨਾ ਨਾਲ ਮਨਾਈ ਜਾਵੇਗੀ। ਇਸ ਮੌਕੇ ਸ੍ਰੀ ਅਖੰਡ ਪਾਠ ਸਾਹਿਬ ਦੇ ਭੋਗ ਪਾਏ ਜਾਣਗੇ ਅਤੇ ਰਾਗੀ ਜਥੇ ਗੁਰਬਾਣੀ ਕੀਰਤਨ ਕਰਨਗੇ। ਪ੍ਰਬੰਧਕਾਂ ਨੇ ਸੰਗਤਾਂ ਨੂੰ ਵੱਧ ਤੋਂ ਵੱਧ ਗਿਣਤੀ ਵਿੱਚ ਪਹੁੰਚਣ ਦੀ ਅਪੀਲ ਕੀਤੀ। xyxy=(1310,786,1489,930)
article-body: ਬਠਿੰਡਾ 21 ਅਕਤੂਬਰ (ਅਨਿਲ ਵਰਮਾ) ਨਗਰ ਕੌਂਸਲ ਕੋਟਫੱਤਾ ਦੇ ਮੌਜੂਦਾ ਪ੍ਰਧਾਨ ਖਿਲਾਫ ਬੇਭਰੋਸਗੀ ਮਤਾ ਪਾਸ ਹੋਣ ਤੋਂ ਬਾਅਦ ਹੁਣ ਇਹ ਮਾਮਲਾ ਅਗਲੀ ਕਾਰਵਾਈ ਲਈ ਪ੍ਰਮੁੱਖ ਸਕੱਤਰ ਸਥਾਨਕ ਸਰਕਾਰ ਵਿਭਾਗ ਪੰਜਾਬ ਕੋਲ ਪਹੁੰਚ ਚੁੱਕਿਆ ਹੈ। ਕੁਲ ਗਿਆਰਾਂ ਕੌਂਸਲਰਾਂ ਵਿੱਚੋਂ ਨੌਂ ਨੇ ਪ੍ਰਧਾਨ ਖਿਲਾਫ ਬੇਭਰੋਸਗੀ ਦਾ ਮਤਾ ਪਾਸ ਕਰਕੇ ਇਸ ਦੀ ਕਾਪੀ ਅਗਲੀ ਕਾਰਵਾਈ ਲਈ ਭੇਜੀ ਹੈ। ਨਗਰ ਕੌਂਸਲ ਦੇ ਕੌਂਸਲਰਾਂ ਨੇ ਦੱਸਿਆ ਕਿ ਸ਼ਹਿਰ ਦੇ ਵਿਕਾਸ ਕਾਰਜ ਲੰਬੇ ਸਮੇਂ ਤੋਂ ਰੁਕੇ ਹੋਏ ਸਨ ਅਤੇ ਕੌਂਸਲਰਾਂ ਦੀ ਸਹਿਮਤੀ ਤੋਂ ਬਿਨਾਂ ਫੈਸਲੇ ਲਏ ਜਾ ਰਹੇ ਸਨ। ਉਨ੍ਹਾਂ ਕਿਹਾ ਕਿ ਨਵੇਂ ਪ੍ਰਧਾਨ ਦੀ ਚੋਣ ਜਲਦ ਕਰਵਾਈ ਜਾਵੇਗੀ ਅਤੇ ਸ਼ਹਿਰ ਵਿੱਚ ਚਹੁੰ-ਮੁਖੀ ਵਿਕਾਸ ਕਰਵਾਇਆ ਜਾਵੇਗਾ। xyxy=(19,433,968,478)
dharna-photo xyxy=(753,656,979,802)
registration-strip xyxy=(0,2370,1494,2381)
morcha-photo xyxy=(6,1137,288,1341)
headline: ਸਿੱਖਾਂ ਦੇ ਕਾਤਲ ਟਾਈਟਲਰ, ਕਿਸ਼ੋਰ ਲਾਲ, ਸੱਜਣ ਕੁਮਾਰ ਆਦਿ 'ਤੇ ਕਾਰਵਾਈ xyxy=(33,1590,385,1625)
article-body: ਫਤਿਹਗੜ੍ਹ ਸਾਹਿਬ, 21 ਅਕਤੂਬਰ (ਗੁਰਸ਼ਰਨ ਸਿੰਘ ਰੂਪਾਲ) ਸ਼੍ਰੋਮਣੀ ਅਕਾਲੀ ਦਲ (ਅੰਮ੍ਰਿਤਸਰ) ਦੇ ਪ੍ਰਧਾਨ ਸਿਮਰਨਜੀਤ ਸਿੰਘ ਮਾਨ ਨੇ ਕਿਹਾ ਕਿ ਨਵੰਬਰ 1984 ਵਿੱਚ ਸਿੱਖਾਂ ਦੇ ਕਤਲੇਆਮ ਦੇ ਦੋਸ਼ੀਆਂ ਵਿਰੁੱਧ ਅਜੇ ਤੱਕ ਕੋਈ ਠੋਸ ਕਾਰਵਾਈ ਨਹੀਂ ਹੋਈ। ਉਨ੍ਹਾਂ ਕਿਹਾ ਕਿ ਕੌਮਾਂਤਰੀ ਭਾਈਚਾਰੇ ਨੂੰ ਇਸ ਮਸਲੇ ਵਿੱਚ ਦਖਲ ਦੇਣਾ ਚਾਹੀਦਾ ਹੈ। xyxy=(6,1678,193,1805)
protest-photo xyxy=(6,648,325,828)
headline: ਸਰਪੰਚੀ ਦੀ ਰੰਜਿਸ਼ ਨੂੰ ਲੈ ਕੇ ਜਲ ਸਰੋਤ ਮੈਨੇਜਮੈਂਟ ਅਤੇ ਡਿਵੈਲਪਮੈਂਟ ਕਾਰਪੋਰੇਸ਼ਨ ਦੇ ਪੰਜਾਬ ਦੇ ਚੇਅਰਮੈਨ ਰਣਜੀਤ ਸਿੰਘ ਚੀਮਾ ਦੇ ਘਰ ਤੇ ਚਲਾਈਆਂ ਗੋਲੀਆਂ xyxy=(983,195,1489,275)
article-body-mid: ਅੰਮ੍ਰਿਤਸਰ 20 ਅਕਤੂਬਰ (ਜਗਜੀਤ ਸਿੰਘ ਡੱਲਾ) ਸ਼੍ਰੋਮਣੀ ਗੁਰਦੁਆਰਾ ਪ੍ਰਬੰਧਕ ਕਮੇਟੀ ਦੇ ਅੰਤ੍ਰਿੰਗ ਕਮੇਟੀ ਮੈਂਬਰਾਂ ਨੇ ਕਿਹਾ ਕਿ ਪ੍ਰਧਾਨ ਐਡਵੋਕੇਟ ਹਰਜਿੰਦਰ ਸਿੰਘ ਧਾਮੀ ਨੇ ਆਪਣੇ ਕਾਰਜਕਾਲ ਦੌਰਾਨ ਪੰਥਕ ਮਸਲੇ ਹੱਲ ਕਰਨ ਵਿੱਚ ਕਿਹਾ ਕਿ ਧਾਮੀ ਦੀ ਅਗਵਾਈ ਵਿੱਚ ਸੰਸਥਾ ਨੇ ਧਰਮ ਪ੍ਰਚਾਰ, ਵਿੱਦਿਆ ਅਤੇ ਸਿਹਤ ਸੇਵਾਵਾਂ ਦੇ ਖੇਤਰ ਵਿੱਚ ਵੱਡੇ ਕਾਰਜ ਕੀਤੇ ਹਨ। xyxy=(1176,2220,1285,2462)
article-body-side: ਜਗਰਾਉਂ, 21 ਅਕਤੂਬਰ (ਚਰਨਜੀਤ ਸਿੰਘ ਚੰਨ) ਹਲਕੇ ਦੀਆਂ ਮੰਡੀਆਂ ਵਿੱਚ ਝੋਨੇ ਦੀ ਲਿਫਟਿੰਗ ਨਾ ਹੋਣ ਕਾਰਨ ਬੋਰੀਆਂ ਦੇ ਅੰਬਾਰ ਲੱਗ ਗਏ ਹਨ। ਸ਼੍ਰੋਮਣੀ ਅਕਾਲੀ ਦਲ ਦੇ ਹਲਕਾ ਇੰਚਾਰਜ ਐਸ.ਆਰ. ਕਲੇਰ ਨੇ ਮੰਡੀਆਂ ਦਾ ਦੌਰਾ ਕਰਦਿਆਂ ਕਿਹਾ ਕਿ ਸਰਕਾਰ ਦੀ ਨਾਕਾਮੀ ਕਾਰਨ ਕਿਸਾਨ, ਆੜ੍ਹਤੀਏ ਅਤੇ ਲੇਬਰ ਵਾਲੇ ਪ੍ਰੇਸ਼ਾਨ ਹਨ। ਉਨ੍ਹਾਂ ਮੰਗ ਕੀਤੀ ਕਿ ਲਿਫਟਿੰਗ ਦਾ ਕੰਮ ਤੁਰੰਤ ਤੇਜ਼ ਕੀਤਾ ਜਾਵੇ। xyxy=(930,1121,1078,1297)
article-body: ਅੰਮ੍ਰਿਤਸਰ 21 ਅਕਤੂਬਰ (ਜਗਜੀਤ ਸਿੰਘ) ਸਿੱਖ ਕੌਮ ਦੇ ਮਹਾਨ ਜਰਨੈਲ ਸੁਲਤਾਨ-ਉਲ-ਕੌਮ ਨਵਾਬ ਜੱਸਾ ਸਿੰਘ ਆਹਲੂਵਾਲੀਆ ਦੀ ਸਲਾਨਾ ਬਰਸੀ 23 ਅਕਤੂਬਰ ਨੂੰ ਸ਼ਰਧਾ ਭਾਵਨਾ ਨਾਲ ਮਨਾਈ ਜਾਵੇਗੀ। ਇਸ ਮੌਕੇ ਸ੍ਰੀ ਅਖੰਡ ਪਾਠ ਸਾਹਿਬ ਦੇ ਭੋਗ ਪਾਏ ਜਾਣਗੇ ਅਤੇ ਰਾਗੀ ਜਥੇ ਗੁਰਬਾਣੀ ਕੀਰਤਨ ਕਰਨਗੇ। ਪ੍ਰਬੰਧਕਾਂ ਨੇ ਸੰਗਤਾਂ ਨੂੰ ਵੱਧ ਤੋਂ ਵੱਧ ਗਿਣਤੀ ਵਿੱਚ ਪਹੁੰਚਣ ਦੀ ਅਪੀਲ ਕੀਤੀ। xyxy=(1131,649,1302,793)
dhami-portrait xyxy=(1176,2080,1285,2213)
subhead: ਜਿਨ੍ਹਾਂ ਚਿਰ ਮੰਡੀਆਂ ਵਿੱਚੋਂ ਝੋਨੇ ਦਾ ਦਾਣਾ ਦਾਣਾ ਚੁੱਕਣ ਦਾ ਭਰੋਸਾ ਨਹੀ ਦੇਣਗੇ ਓਨ੍ਹਾ ਚਿਰ ਧਰਨਾ ਜਾਰੀ ਰਹੇਗਾ xyxy=(199,2074,839,2093)
article-body-right: ਮੋਗਾ 21 ਅਕਤੂਬਰ (ਜਗਸੀਰ ਸਿੰਘ ਘਾਰੂ) ਕਿਰਤੀ ਕਿਸਾਨ ਯੂਨੀਅਨ ਦੇ ਆਗੂਆਂ ਨੇ ਕਿਹਾ ਕਿ ਕੇਂਦਰ ਅਤੇ ਪੰਜਾਬ ਸਰਕਾਰ ਕਾਰਪੋਰੇਟ ਘਰਾਣਿਆਂ ਨਾਲ ਰਲ ਮਿਲ ਕੇ ਕਿਸਾਨਾਂ ਦੀ ਲੁੱਟ ਕਰ ਰਹੀਆਂ ਹਨ। ਝੋਨੇ ਦੀ ਖਰੀਦ ਵਿੱਚ ਦੇਰੀ ਜਾਣਬੁੱਝ ਕੇ ਕੀਤੀ ਜਾ ਰਹੀ ਹੈ ਤਾਂ ਜੋ ਕਿਸਾਨ ਆਪਣੀ ਫਸਲ ਸਸਤੇ ਭਾਅ ਵੇਚਣ ਲਈ ਮਜਬੂਰ ਹੋਣ। ਆਗੂਆਂ ਨੇ ਕਿਸਾਨਾਂ ਨੂੰ ਇੱਕਜੁੱਟ ਹੋ ਕੇ ਸੰਘਰਸ਼ ਕਰਨ ਦਾ ਸੱਦਾ ਦਿੱਤਾ। xyxy=(748,1680,884,1872)
article-dhami xyxy=(1039,2032,1490,2462)
photo-caption: ਮੋਰਚੇ ਵਿਚ ਸ਼ਾਮਿਲ ਹੋਏ ਸੂਬਾ ਪ੍ਰਧਾਨ ਜੋਗਿੰਦਰ ਸਿੰਘ ਉਗਰਾਹਾਂ xyxy=(6,1345,252,1358)
mann-portrait xyxy=(201,1678,294,1787)
article-sukhanand xyxy=(6,2032,1032,2417)
article-body: ਬਾਜਾਖਾਨਾ, 21 ਅਕਤੂਬਰ (ਜਗਮੋਹਨ ਸਿੰਘ) ਨਜ਼ਦੀਕੀ ਪਿੰਡ ਝੱਖੜਵਾਲਾ ਵਿਖੇ ਸ਼ਰਾਬ ਦੇ ਠੇਕੇ ਦੀ ਬਰਾਂਚ ਨੂੰ ਬੰਦ ਕਰਵਾਉਣ ਲਈ ਕਿਸਾਨ ਜਥੇਬੰਦੀਆਂ ਵੱਲੋਂ ਲਗਾਤਾਰ ਧਰਨਾ ਲਗਾਇਆ ਜਾ ਰਿਹਾ ਹੈ। ਪਿੰਡ ਵਾਸੀਆਂ ਨੇ ਦੱਸਿਆ ਕਿ ਠੇਕਾ ਪਿੰਡ ਦੇ ਸਕੂਲ ਅਤੇ ਗੁਰਦੁਆਰਾ ਸਾਹਿਬ ਨੇੜੇ ਖੋਲ੍ਹਿਆ ਗਿਆ ਹੈ ਜਿਸ ਕਾਰਨ ਨੌਜਵਾਨਾਂ ਉੱਤੇ ਮਾੜਾ ਅਸਰ ਪੈ ਰਿਹਾ ਹੈ। ਜਥੇਬੰਦੀਆਂ ਨੇ ਐਲਾਨ ਕੀਤਾ ਕਿ ਠੇਕਾ ਬੰਦ ਹੋਣ ਤੱਕ ਧਰਨਾ ਜਾਰੀ ਰਹੇਗਾ। xyxy=(564,657,748,817)
kicker: ਪਿੰਡ ਝੱਖੜਵਾਲਾ ਦੇ ਸ਼ਰਾਬ ਦੇ ਠੇਕੇ ਦੀ ਬਰਾਂਚ ਨੂੰ ਬੰਦ ਕਰਵਾਉਣ ਦੀ ਮੰਗ xyxy=(652,565,1029,582)
article-body-lower: ਮੋਗਾ 21 ਅਕਤੂਬਰ (ਜਗਸੀਰ ਸਿੰਘ ਘਾਰੂ) ਕਿਰਤੀ ਕਿਸਾਨ ਯੂਨੀਅਨ ਦੇ ਆਗੂਆਂ ਨੇ ਕਿਹਾ ਕਿ ਕੇਂਦਰ ਅਤੇ ਪੰਜਾਬ ਸਰਕਾਰ ਕਾਰਪੋਰੇਟ ਘਰਾਣਿਆਂ ਨਾਲ ਰਲ ਮਿਲ ਕੇ ਕਿਸਾਨਾਂ ਦੀ ਲੁੱਟ ਕਰ ਰਹੀਆਂ ਹਨ। ਝੋਨੇ ਦੀ ਖਰੀਦ ਵਿੱਚ ਦੇਰੀ ਜਾਣਬੁੱਝ ਕੇ ਕੀਤੀ ਜਾ ਰਹੀ ਹੈ ਤਾਂ ਜੋ ਕਿਸਾਨ ਆਪਣੀ ਫਸਲ ਸਸਤੇ ਭਾਅ ਵੇਚਣ ਲਈ ਮਜਬੂਰ ਹੋਣ। ਆਗੂਆਂ ਨੇ ਕਿਸਾਨਾਂ ਨੂੰ ਇੱਕਜੁੱਟ ਹੋ ਕੇ ਸੰਘਰਸ਼ ਕਰਨ ਦਾ ਸੱਦਾ ਦਿੱਤਾ। xyxy=(578,1819,742,1978)
headline: ਜੱਸਾ ਸਿੰਘ ਆਹਲੂਵਾਲੀਆ ਦੀ ਸਲਾਨਾ ਬਰਸੀ 23 ਅਕਤੂਬਰ ਨੂੰ ਮਨਾਈ ਜਾਵੇਗੀ xyxy=(1134,567,1487,619)
dharna-photo xyxy=(310,2110,567,2300)
article-body-lower: ਬਾਜਾਖਾਨਾ, 21 ਅਕਤੂਬਰ (ਜਗਮੋਹਨ ਸਿੰਘ) ਨਜ਼ਦੀਕੀ ਪਿੰਡ ਝੱਖੜਵਾਲਾ ਵਿਖੇ ਸ਼ਰਾਬ ਦੇ ਠੇਕੇ ਦੀ ਬਰਾਂਚ ਨੂੰ ਬੰਦ ਕਰਵਾਉਣ ਲਈ ਕਿਸਾਨ ਜਥੇਬੰਦੀਆਂ ਵੱਲੋਂ ਲਗਾਤਾਰ ਧਰਨਾ ਲਗਾਇਆ ਜਾ ਰਿਹਾ ਹੈ। ਪਿੰਡ ਵਾਸੀਆਂ ਨੇ ਦੱਸਿਆ ਕਿ ਠੇਕਾ ਪਿੰਡ ਦੇ ਸਕੂਲ ਅਤੇ ਗੁਰਦੁਆਰਾ ਸਾਹਿਬ ਨੇੜੇ ਖੋਲ੍ਹਿਆ ਗਿਆ ਹੈ ਜਿਸ ਕਾਰਨ ਨੌਜਵਾਨਾਂ ਉੱਤੇ ਮਾੜਾ ਅਸਰ ਪੈ ਰਿਹਾ ਹੈ। ਜਥੇਬੰਦੀਆਂ ਨੇ ਐਲਾਨ ਕੀਤਾ ਕਿ ਠੇਕਾ ਬੰਦ ਹੋਣ ਤੱਕ ਧਰਨਾ ਜਾਰੀ ਰਹੇਗਾ। xyxy=(753,810,979,937)
article-body-right: ਠੱਠੀ ਭਾਈ 21 ਅਕਤੂਬਰ (ਗੁਰਜੰਟ ਸਿੰਘ) ਭਾਰਤੀ ਕਿਸਾਨ ਯੂਨੀਅਨ ਏਕਤਾ ਉਗਰਾਹਾਂ ਵੱਲੋਂ ਵਿਧਾਇਕ ਮਨਜੀਤ ਸਿੰਘ ਬਿਲਾਸਪੁਰ ਸੁਖਾਨੰਦ ਦੇ ਘਰ ਅੱਗੇ ਲਗਾਇਆ ਧਰਨਾ ਚੌਥੇ ਦਿਨ ਵਿੱਚ ਸ਼ਾਮਲ ਹੋ ਗਿਆ। ਜ਼ਿਲ੍ਹਾ ਆਗੂ ਰਛਪਾਲ ਸਿੰਘ ਡੇਮਰੂ ਨੇ ਕਿਹਾ ਕਿ ਜਿਨ੍ਹਾਂ ਚਿਰ ਮੰਡੀਆਂ ਵਿੱਚੋਂ ਝੋਨੇ ਦਾ ਦਾਣਾ ਦਾਣਾ ਚੁੱਕਣ ਦਾ ਭਰੋਸਾ ਨਹੀਂ ਮਿਲਦਾ ਉਨ੍ਹਾਂ ਚਿਰ ਧਰਨਾ ਜਾਰੀ ਰਹੇਗਾ। ਇਸ ਮੌਕੇ ਵੱਡੀ ਗਿਣਤੀ ਵਿੱਚ ਕਿਸਾਨ, ਮਜ਼ਦੂਰ ਅਤੇ ਬੀਬੀਆਂ ਹਾਜ਼ਰ ਸਨ। xyxy=(575,2108,1032,2170)
